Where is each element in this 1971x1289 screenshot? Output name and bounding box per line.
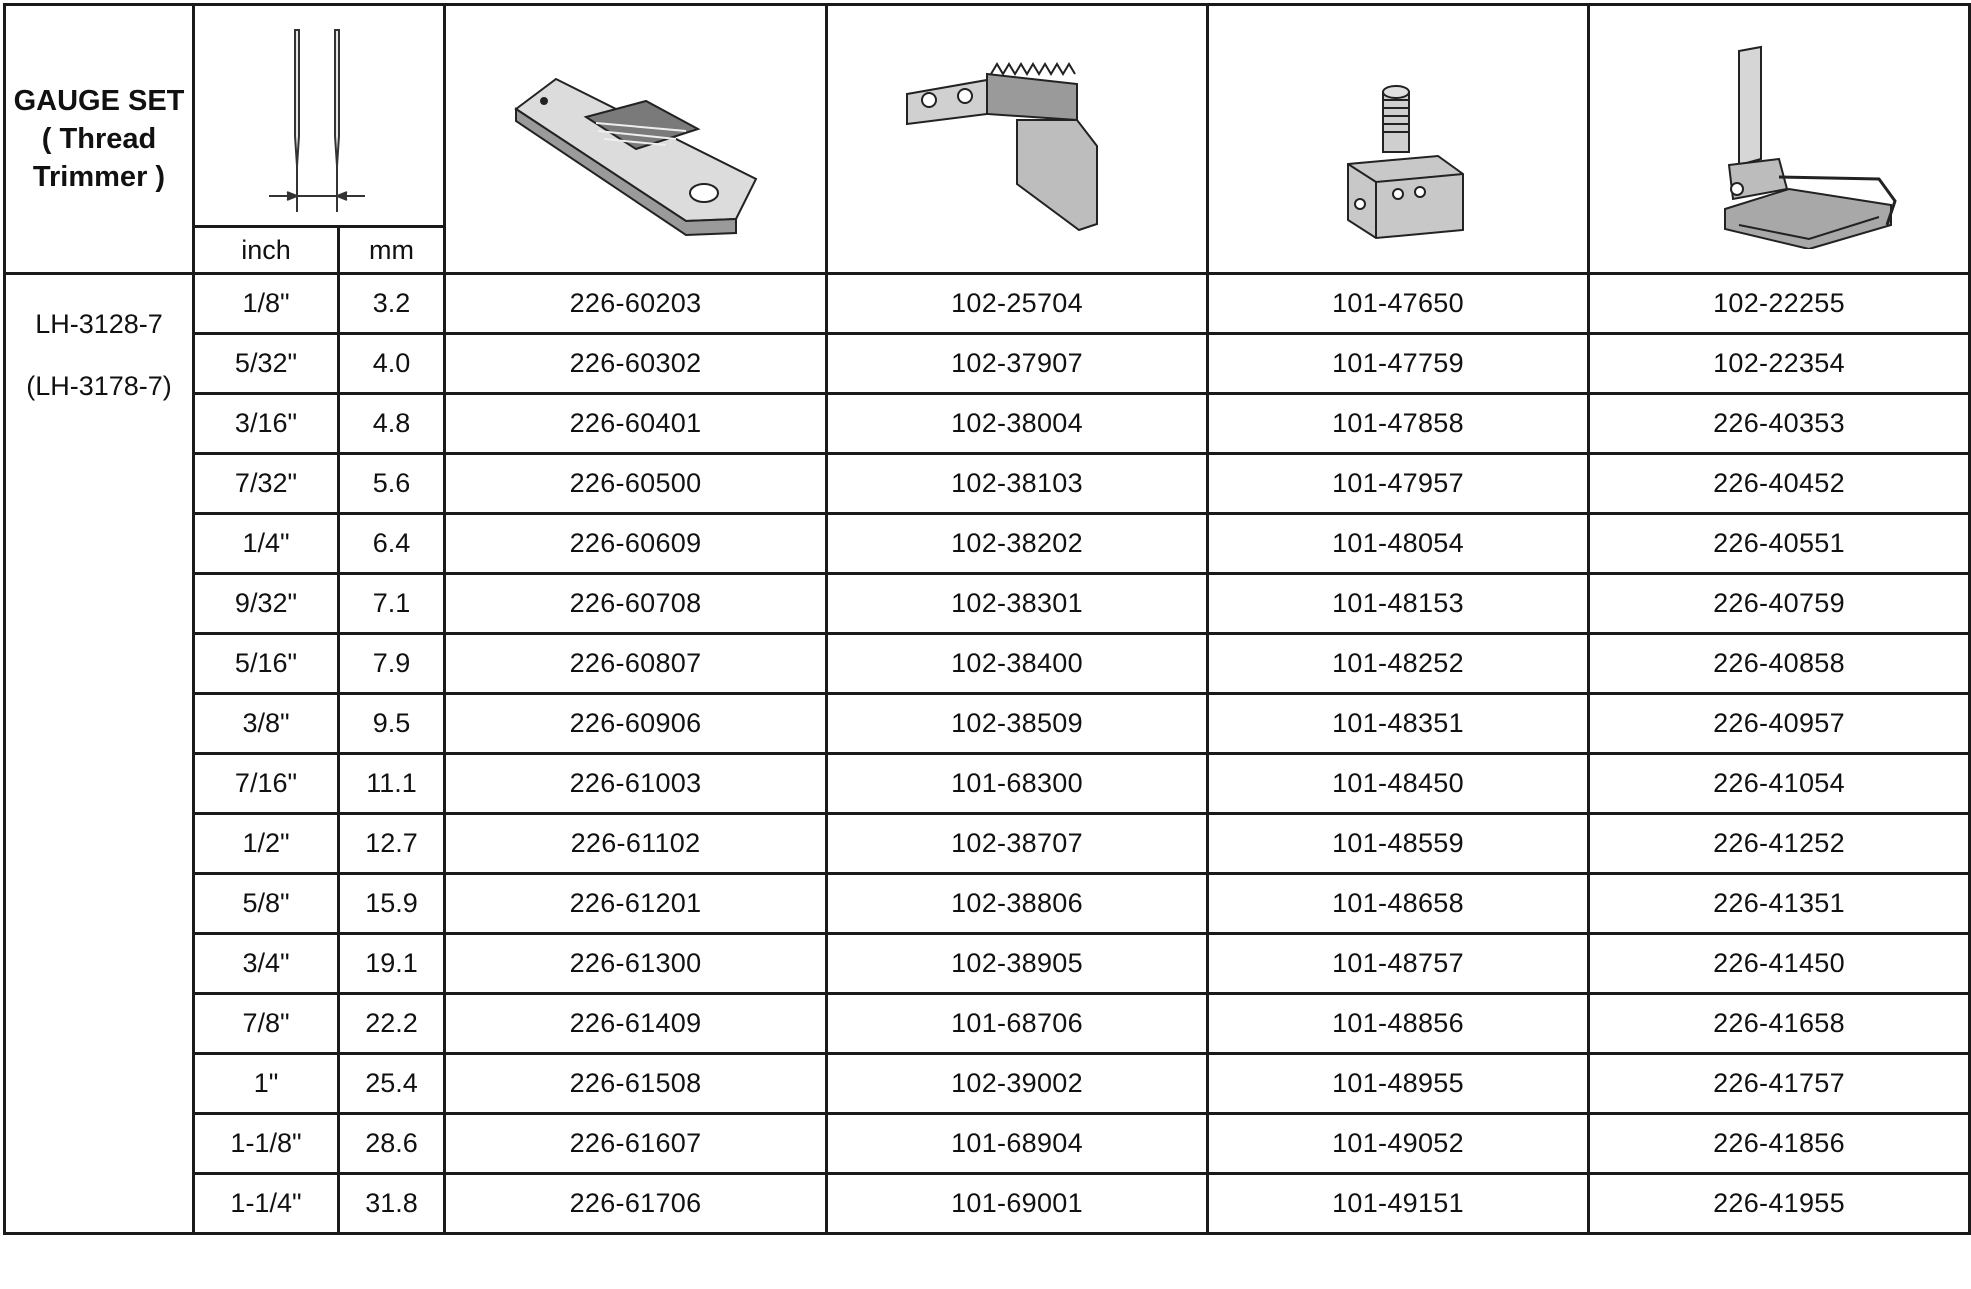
mm-cell: 12.7 xyxy=(339,814,445,874)
model-cell xyxy=(5,274,194,1234)
feed-dog-part-number: 102-38707 xyxy=(827,814,1208,874)
inch-cell: 1-1/8" xyxy=(194,1114,339,1174)
throat-plate-image-cell xyxy=(445,5,827,274)
presser-foot-part-number: 226-40957 xyxy=(1589,694,1970,754)
throat-plate-icon xyxy=(486,39,786,239)
inch-cell: 5/8" xyxy=(194,874,339,934)
inch-cell: 1/8" xyxy=(194,274,339,334)
presser-foot-part-number: 226-41757 xyxy=(1589,1054,1970,1114)
inch-cell: 1/2" xyxy=(194,814,339,874)
table-row xyxy=(5,274,1970,334)
mm-cell: 11.1 xyxy=(339,754,445,814)
inch-cell: 9/32" xyxy=(194,574,339,634)
table-row xyxy=(5,1114,1970,1174)
mm-cell: 9.5 xyxy=(339,694,445,754)
model-name: (LH-3178-7) xyxy=(26,371,172,401)
table-row xyxy=(5,754,1970,814)
throat-plate-part-number: 226-60500 xyxy=(445,454,827,514)
feed-dog-image-cell xyxy=(827,5,1208,274)
table-row xyxy=(5,994,1970,1054)
table-row xyxy=(5,874,1970,934)
feed-dog-part-number: 102-38806 xyxy=(827,874,1208,934)
gauge-set-title xyxy=(5,5,194,274)
table-row xyxy=(5,334,1970,394)
presser-foot-part-number: 226-41856 xyxy=(1589,1114,1970,1174)
throat-plate-part-number: 226-61300 xyxy=(445,934,827,994)
needle-pair-icon xyxy=(259,16,379,216)
mm-cell: 5.6 xyxy=(339,454,445,514)
needle-clamp-image-cell xyxy=(1208,5,1589,274)
needle-clamp-icon xyxy=(1248,34,1548,244)
table-row xyxy=(5,694,1970,754)
feed-dog-part-number: 102-38400 xyxy=(827,634,1208,694)
inch-cell: 3/8" xyxy=(194,694,339,754)
needle-clamp-part-number: 101-47858 xyxy=(1208,394,1589,454)
feed-dog-part-number: 101-69001 xyxy=(827,1174,1208,1234)
mm-cell: 22.2 xyxy=(339,994,445,1054)
needle-clamp-part-number: 101-48955 xyxy=(1208,1054,1589,1114)
needle-clamp-part-number: 101-48757 xyxy=(1208,934,1589,994)
presser-foot-part-number: 226-41351 xyxy=(1589,874,1970,934)
presser-foot-part-number: 226-40353 xyxy=(1589,394,1970,454)
presser-foot-part-number: 226-40858 xyxy=(1589,634,1970,694)
presser-foot-part-number: 226-41252 xyxy=(1589,814,1970,874)
mm-cell: 4.0 xyxy=(339,334,445,394)
feed-dog-part-number: 102-37907 xyxy=(827,334,1208,394)
needle-clamp-part-number: 101-48351 xyxy=(1208,694,1589,754)
needle-clamp-part-number: 101-48153 xyxy=(1208,574,1589,634)
table-row xyxy=(5,574,1970,634)
table-row xyxy=(5,634,1970,694)
inch-cell: 7/16" xyxy=(194,754,339,814)
inch-cell: 5/16" xyxy=(194,634,339,694)
throat-plate-part-number: 226-61508 xyxy=(445,1054,827,1114)
throat-plate-part-number: 226-61706 xyxy=(445,1174,827,1234)
needle-clamp-part-number: 101-49151 xyxy=(1208,1174,1589,1234)
model-name: LH-3128-7 xyxy=(35,309,163,339)
title-line-1: GAUGE SET xyxy=(13,85,185,117)
presser-foot-icon xyxy=(1629,29,1929,249)
needle-clamp-part-number: 101-48559 xyxy=(1208,814,1589,874)
inch-cell: 1-1/4" xyxy=(194,1174,339,1234)
throat-plate-part-number: 226-60203 xyxy=(445,274,827,334)
throat-plate-part-number: 226-61102 xyxy=(445,814,827,874)
throat-plate-part-number: 226-60302 xyxy=(445,334,827,394)
inch-cell: 7/32" xyxy=(194,454,339,514)
inch-cell: 3/16" xyxy=(194,394,339,454)
table-row xyxy=(5,1054,1970,1114)
presser-foot-image-cell xyxy=(1589,5,1970,274)
feed-dog-part-number: 101-68904 xyxy=(827,1114,1208,1174)
inch-cell: 5/32" xyxy=(194,334,339,394)
feed-dog-part-number: 102-38103 xyxy=(827,454,1208,514)
mm-cell: 7.1 xyxy=(339,574,445,634)
presser-foot-part-number: 226-41054 xyxy=(1589,754,1970,814)
table-row xyxy=(5,814,1970,874)
needle-pair-image-cell xyxy=(194,5,445,227)
inch-cell: 7/8" xyxy=(194,994,339,1054)
mm-cell: 4.8 xyxy=(339,394,445,454)
inch-cell: 3/4" xyxy=(194,934,339,994)
mm-cell: 7.9 xyxy=(339,634,445,694)
needle-clamp-part-number: 101-49052 xyxy=(1208,1114,1589,1174)
throat-plate-part-number: 226-60708 xyxy=(445,574,827,634)
inch-cell: 1" xyxy=(194,1054,339,1114)
needle-clamp-part-number: 101-48450 xyxy=(1208,754,1589,814)
feed-dog-part-number: 102-25704 xyxy=(827,274,1208,334)
presser-foot-part-number: 226-40759 xyxy=(1589,574,1970,634)
throat-plate-part-number: 226-60609 xyxy=(445,514,827,574)
needle-clamp-part-number: 101-47650 xyxy=(1208,274,1589,334)
needle-clamp-part-number: 101-47957 xyxy=(1208,454,1589,514)
throat-plate-part-number: 226-61003 xyxy=(445,754,827,814)
mm-cell: 15.9 xyxy=(339,874,445,934)
presser-foot-part-number: 226-41658 xyxy=(1589,994,1970,1054)
unit-mm-header: mm xyxy=(339,227,445,274)
presser-foot-part-number: 102-22354 xyxy=(1589,334,1970,394)
throat-plate-part-number: 226-60807 xyxy=(445,634,827,694)
feed-dog-part-number: 101-68706 xyxy=(827,994,1208,1054)
feed-dog-part-number: 102-38301 xyxy=(827,574,1208,634)
throat-plate-part-number: 226-61409 xyxy=(445,994,827,1054)
presser-foot-part-number: 226-41955 xyxy=(1589,1174,1970,1234)
table-row xyxy=(5,1174,1970,1234)
feed-dog-part-number: 101-68300 xyxy=(827,754,1208,814)
presser-foot-part-number: 226-41450 xyxy=(1589,934,1970,994)
feed-dog-part-number: 102-38905 xyxy=(827,934,1208,994)
table-row xyxy=(5,454,1970,514)
mm-cell: 25.4 xyxy=(339,1054,445,1114)
title-line-3: Trimmer ) xyxy=(32,161,166,193)
throat-plate-part-number: 226-60401 xyxy=(445,394,827,454)
needle-clamp-part-number: 101-48252 xyxy=(1208,634,1589,694)
table-row xyxy=(5,934,1970,994)
mm-cell: 19.1 xyxy=(339,934,445,994)
needle-clamp-part-number: 101-48054 xyxy=(1208,514,1589,574)
presser-foot-part-number: 226-40551 xyxy=(1589,514,1970,574)
inch-cell: 1/4" xyxy=(194,514,339,574)
needle-clamp-part-number: 101-47759 xyxy=(1208,334,1589,394)
table-row xyxy=(5,514,1970,574)
needle-clamp-part-number: 101-48856 xyxy=(1208,994,1589,1054)
feed-dog-icon xyxy=(867,34,1167,244)
unit-inch-header: inch xyxy=(194,227,339,274)
presser-foot-part-number: 102-22255 xyxy=(1589,274,1970,334)
title-line-2: ( Thread xyxy=(41,123,157,155)
mm-cell: 6.4 xyxy=(339,514,445,574)
gauge-set-table xyxy=(3,3,1971,1235)
mm-cell: 28.6 xyxy=(339,1114,445,1174)
feed-dog-part-number: 102-38202 xyxy=(827,514,1208,574)
table-row xyxy=(5,394,1970,454)
throat-plate-part-number: 226-61201 xyxy=(445,874,827,934)
feed-dog-part-number: 102-38509 xyxy=(827,694,1208,754)
feed-dog-part-number: 102-38004 xyxy=(827,394,1208,454)
mm-cell: 3.2 xyxy=(339,274,445,334)
needle-clamp-part-number: 101-48658 xyxy=(1208,874,1589,934)
mm-cell: 31.8 xyxy=(339,1174,445,1234)
throat-plate-part-number: 226-61607 xyxy=(445,1114,827,1174)
presser-foot-part-number: 226-40452 xyxy=(1589,454,1970,514)
feed-dog-part-number: 102-39002 xyxy=(827,1054,1208,1114)
throat-plate-part-number: 226-60906 xyxy=(445,694,827,754)
